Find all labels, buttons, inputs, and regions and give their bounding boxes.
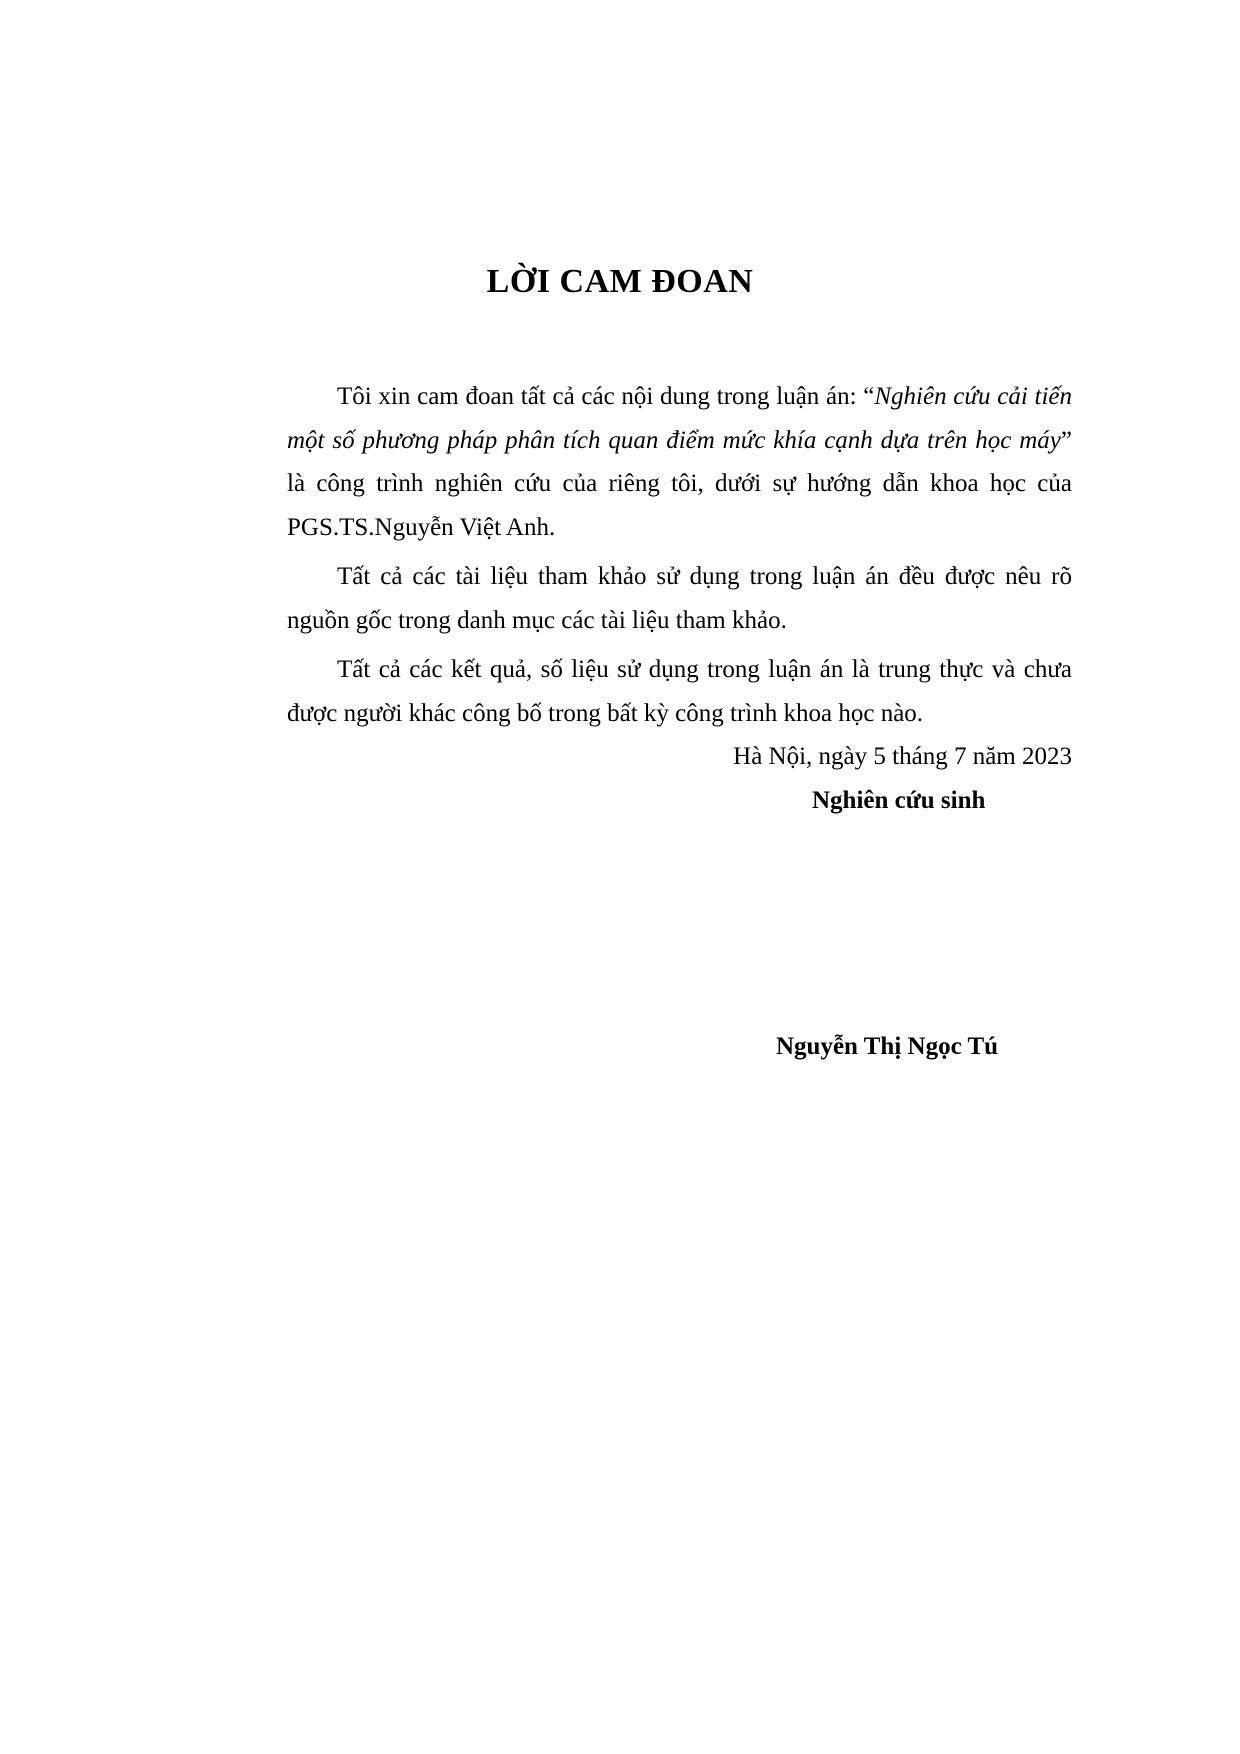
declaration-paragraph-2: Tất cả các tài liệu tham khảo sử dụng trong luận án đều được nêu rõ nguồn gốc trong danh mục các tài liệu tham khảo. xyxy=(287,563,1072,634)
declaration-paragraph-3: Tất cả các kết quả, số liệu sử dụng trong luận án là trung thực và chưa được người khác công bố trong bất kỳ công trình khoa học nào. xyxy=(287,656,1072,727)
page-title: LỜI CAM ĐOAN xyxy=(486,262,754,300)
declaration-body xyxy=(287,375,1072,735)
place-date: Hà Nội, ngày 5 tháng 7 năm 2023 xyxy=(733,743,1072,770)
signer-role: Nghiên cứu sinh xyxy=(812,787,986,814)
signer-name: Nguyễn Thị Ngọc Tú xyxy=(776,1033,999,1060)
thesis-title: Nghiên cứu cải tiến một số phương pháp phân tích quan điểm mức khía cạnh dựa trên học máy xyxy=(287,383,1073,454)
declaration-paragraph-1 xyxy=(287,375,1072,549)
paragraph-1-lead: Tôi xin cam đoan tất cả các nội dung trong luận án: “ xyxy=(337,383,875,410)
paragraph-1-tail: ” là công trình nghiên cứu của riêng tôi, dưới sự hướng dẫn khoa học của PGS.TS.Nguyễn Việt Anh. xyxy=(287,426,1072,541)
